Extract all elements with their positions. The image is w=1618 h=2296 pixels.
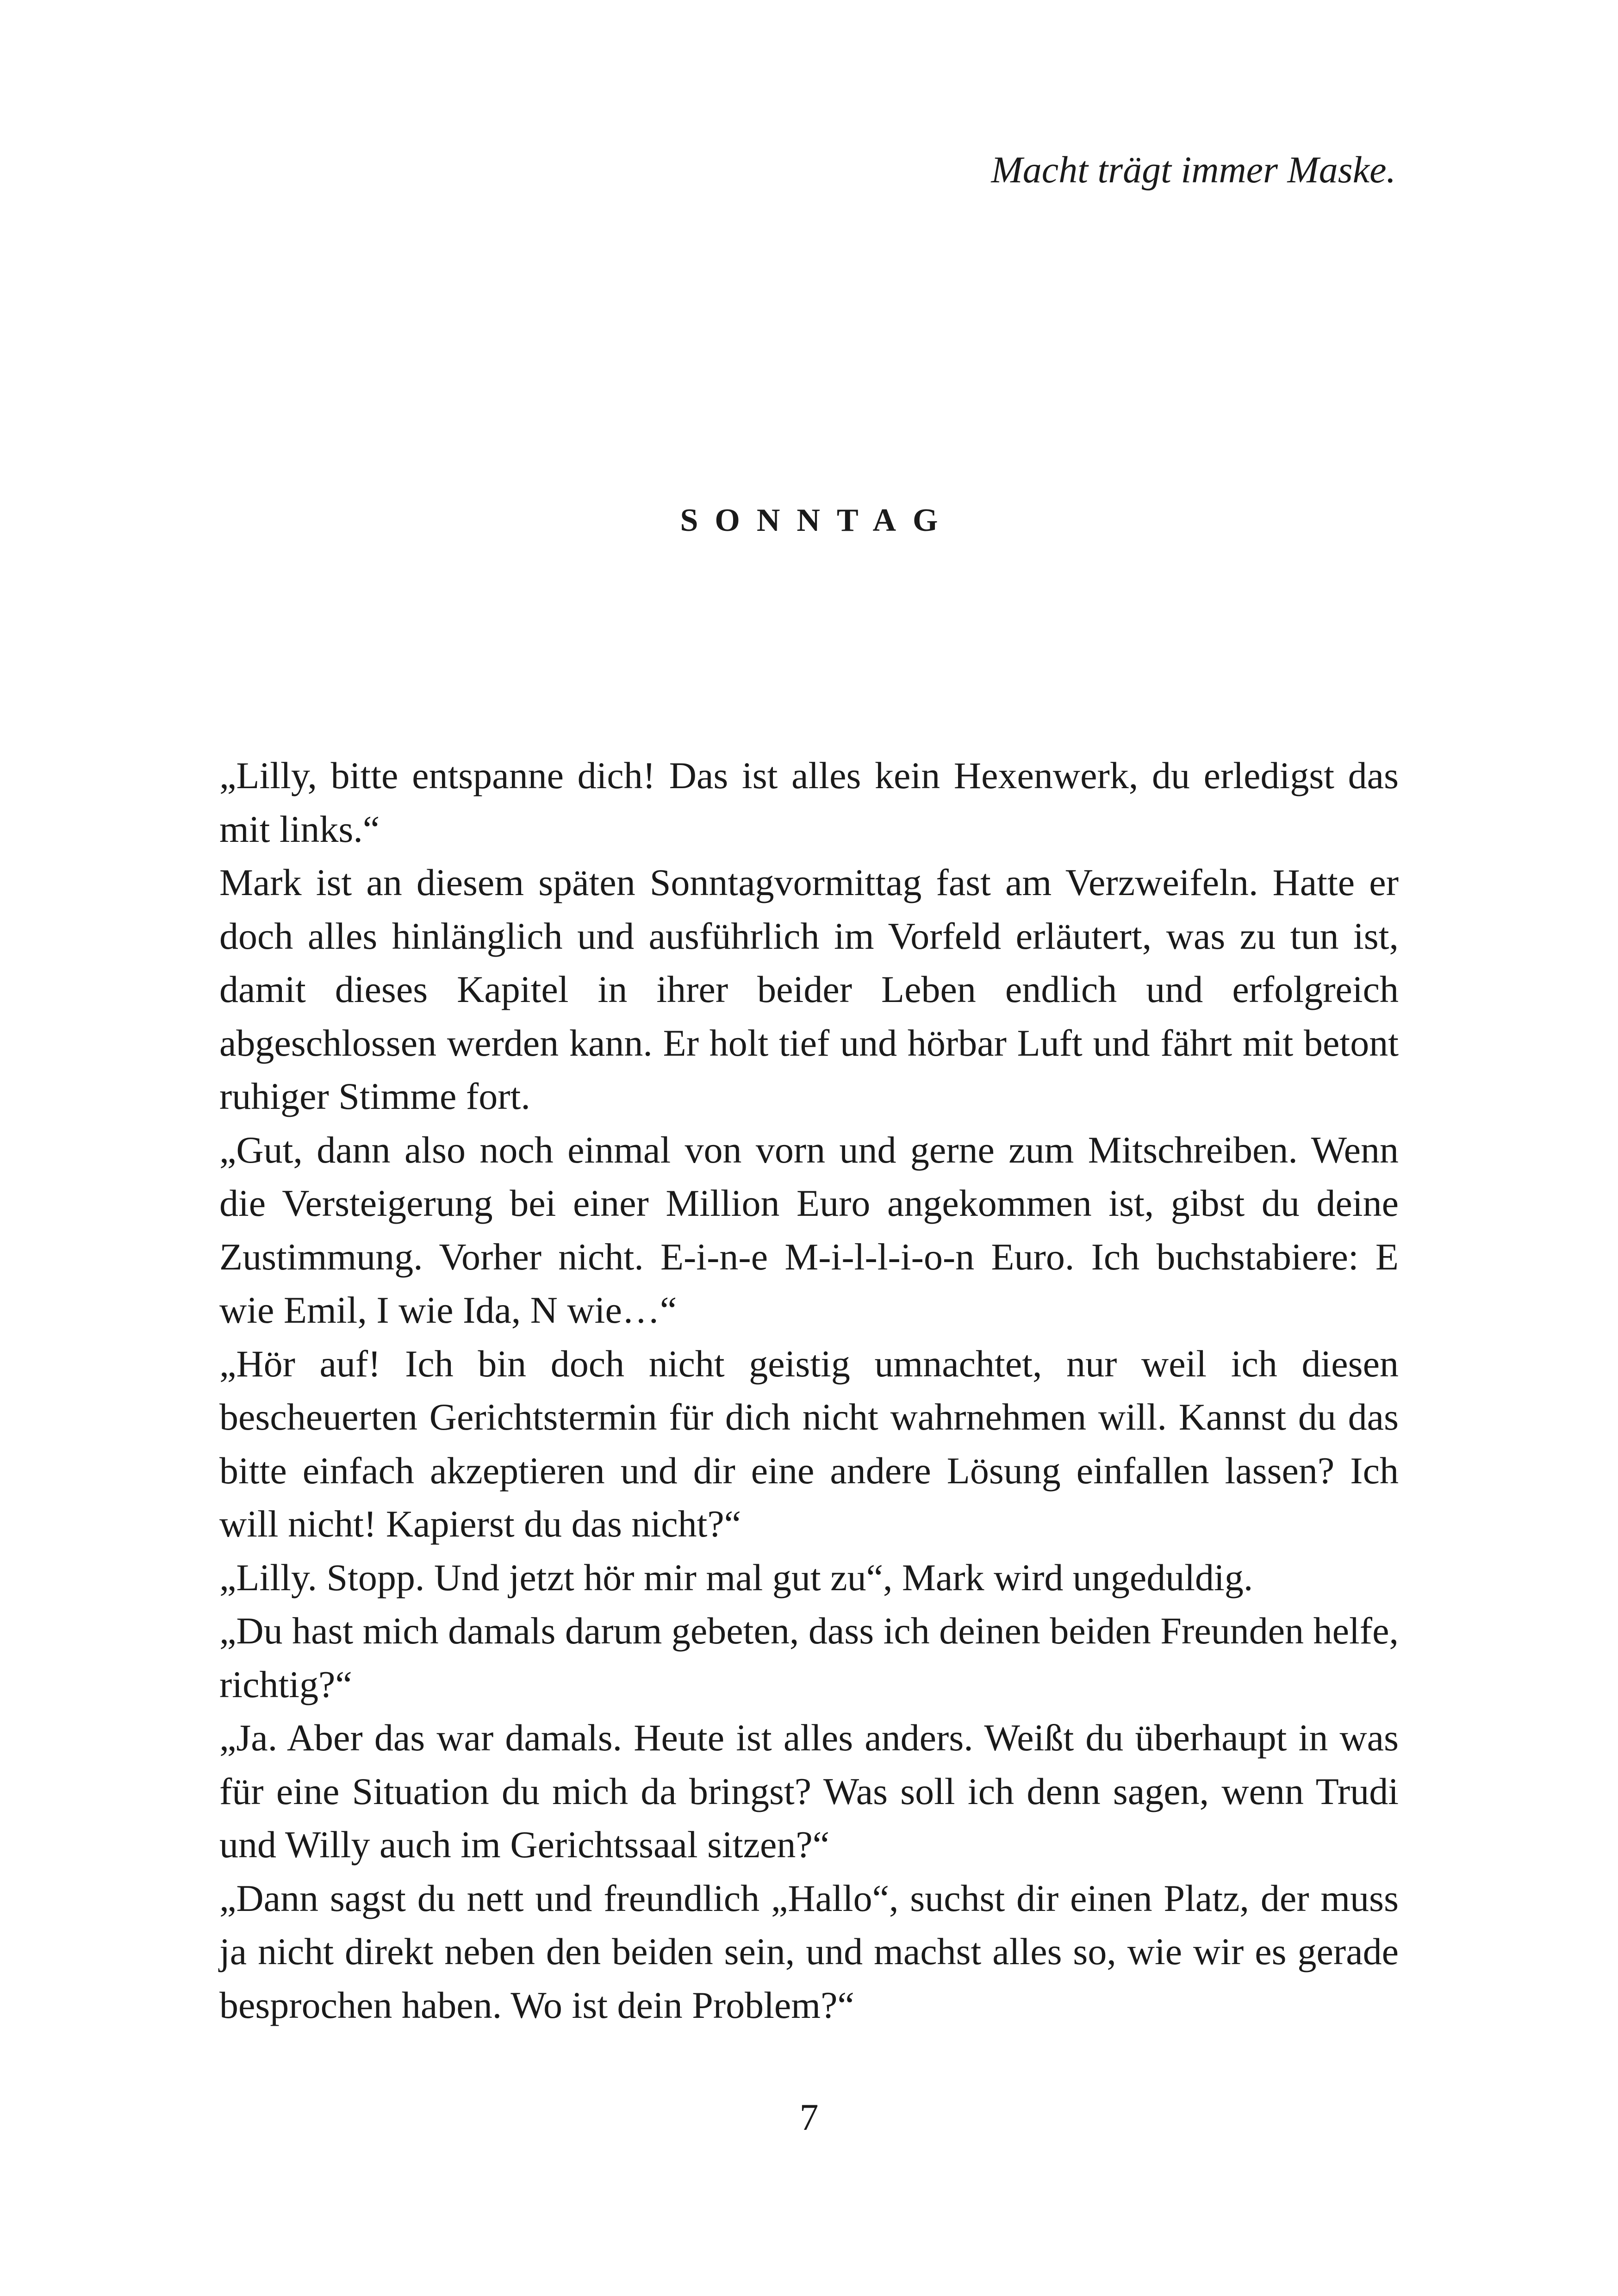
paragraph: Mark ist an diesem späten Sonntagvormittag fast am Verzweifeln. Hatte er doch alles hinlänglich und ausführlich im Vorfeld erläutert, was zu tun ist, damit dieses Kapitel in ihrer beider Leben endlich und erfolgreich abgeschlossen werden kann. Er holt tief und hörbar Luft und fährt mit betont ruhiger Stimme fort.	[219, 861, 1399, 1117]
paragraph: „Gut, dann also noch einmal von vorn und gerne zum Mitschreiben. Wenn die Versteigerung bei einer Million Euro angekommen ist, gibst du deine Zustimmung. Vorher nicht. E-i-n-e M-i-l-l-i-o-n Euro. Ich buchstabiere: E wie Emil, I wie Ida, N wie…“	[219, 1128, 1399, 1331]
paragraph: „Dann sagst du nett und freundlich „Hallo“, suchst dir einen Platz, der muss ja nicht direkt neben den beiden sein, und machst alles so, wie wir es gerade besprochen haben. Wo ist dein Problem?“	[219, 1877, 1399, 2026]
page-number: 7	[799, 2096, 819, 2138]
paragraph: „Ja. Aber das war damals. Heute ist alles anders. Weißt du überhaupt in was für eine Situation du mich da bringst? Was soll ich denn sagen, wenn Trudi und Willy auch im Gerichtssaal sitzen?“	[219, 1717, 1399, 1866]
epigraph: Macht trägt immer Maske.	[991, 149, 1396, 191]
paragraph: „Lilly, bitte entspanne dich! Das ist alles kein Hexenwerk, du erledigst das mit links.“	[219, 754, 1399, 850]
body-text	[219, 749, 1399, 2032]
paragraph: „Du hast mich damals darum gebeten, dass ich deinen beiden Freunden helfe, richtig?“	[219, 1610, 1399, 1705]
chapter-title: SONNTAG	[680, 503, 955, 538]
paragraph: „Lilly. Stopp. Und jetzt hör mir mal gut zu“, Mark wird ungeduldig.	[219, 1556, 1253, 1599]
paragraph: „Hör auf! Ich bin doch nicht geistig umnachtet, nur weil ich diesen bescheuerten Gerichtstermin für dich nicht wahrnehmen will. Kannst du das bitte einfach akzeptieren und dir eine andere Lösung einfallen lassen? Ich will nicht! Kapierst du das nicht?“	[219, 1342, 1399, 1545]
